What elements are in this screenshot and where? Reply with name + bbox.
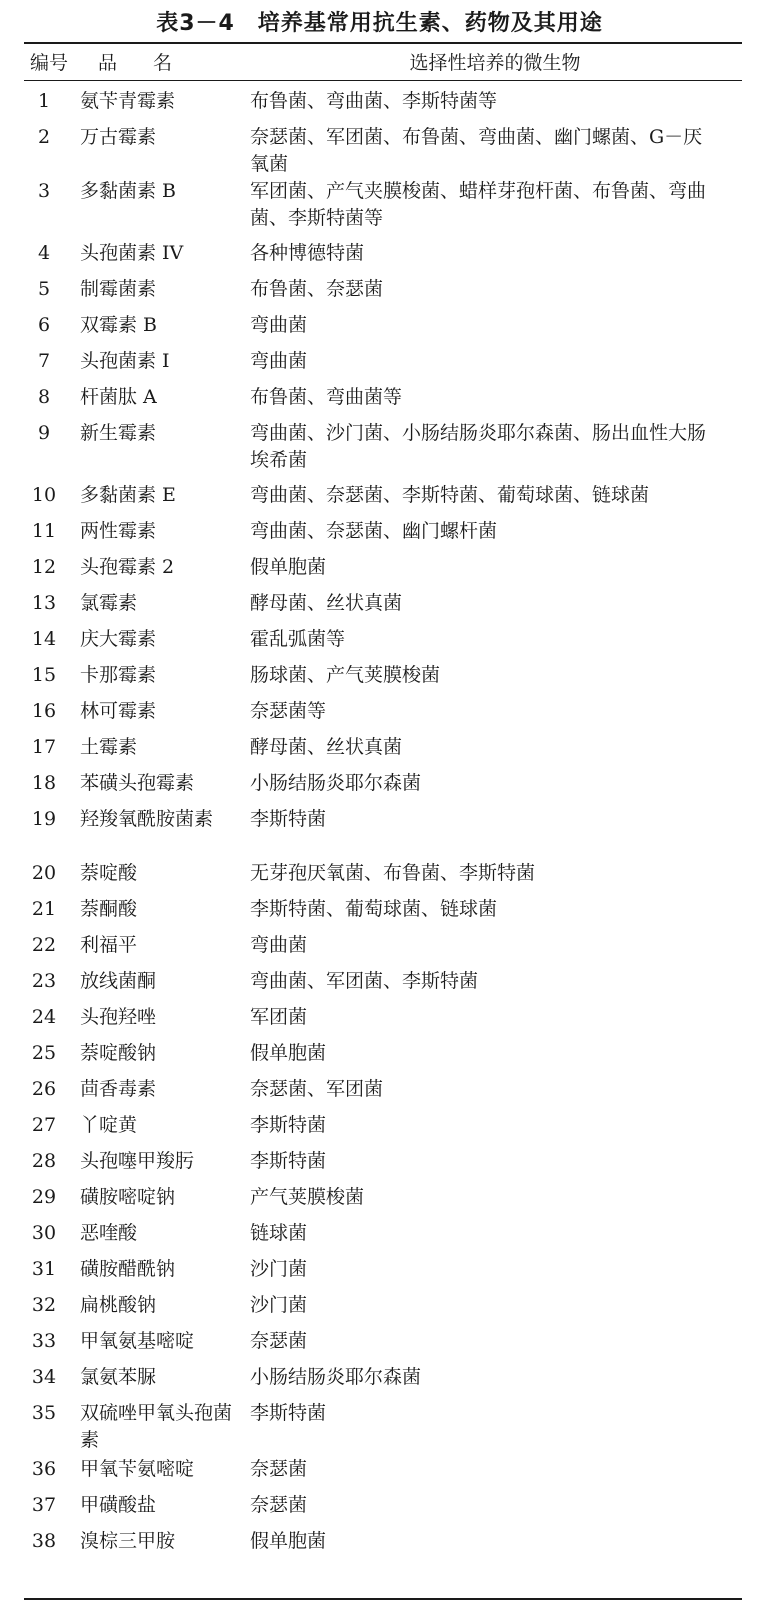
row-name: 萘啶酸 xyxy=(80,862,138,884)
header-name-left: 品 xyxy=(98,52,118,74)
row-name: 新生霉素 xyxy=(80,422,157,444)
row-number: 20 xyxy=(31,862,57,884)
row-number: 17 xyxy=(31,736,57,758)
row-use: 产气荚膜梭菌 xyxy=(250,1186,365,1208)
row-use: 假单胞菌 xyxy=(250,1042,327,1064)
row-name: 头孢霉素 2 xyxy=(80,556,175,578)
row-name: 氨苄青霉素 xyxy=(80,90,176,112)
row-use: 酵母菌、丝状真菌 xyxy=(250,592,403,614)
row-number: 15 xyxy=(31,664,57,686)
row-use: 弯曲菌、奈瑟菌、李斯特菌、葡萄球菌、链球菌 xyxy=(250,484,650,506)
row-number: 8 xyxy=(37,386,51,408)
row-name: 头孢菌素 I xyxy=(80,350,170,372)
row-number: 30 xyxy=(31,1222,57,1244)
row-name: 制霉菌素 xyxy=(80,278,157,300)
row-use: 各种博德特菌 xyxy=(250,242,365,264)
row-name: 卡那霉素 xyxy=(80,664,157,686)
header-name-right: 名 xyxy=(153,52,173,74)
row-use: 弯曲菌 xyxy=(250,350,308,372)
row-number: 38 xyxy=(31,1530,57,1552)
row-name: 多黏菌素 B xyxy=(80,180,177,202)
row-name: 萘酮酸 xyxy=(80,898,138,920)
row-number: 1 xyxy=(37,90,51,112)
row-name: 茴香毒素 xyxy=(80,1078,157,1100)
row-use: 奈瑟菌 xyxy=(250,1330,308,1352)
row-name: 两性霉素 xyxy=(80,520,157,542)
row-name: 恶喹酸 xyxy=(80,1222,138,1244)
row-name: 扁桃酸钠 xyxy=(80,1294,157,1316)
row-number: 3 xyxy=(37,180,51,202)
row-name: 溴棕三甲胺 xyxy=(80,1530,176,1552)
row-number: 27 xyxy=(31,1114,57,1136)
row-name: 羟羧氧酰胺菌素 xyxy=(80,808,214,830)
row-use: 霍乱弧菌等 xyxy=(250,628,346,650)
row-number: 2 xyxy=(37,126,51,148)
row-number: 23 xyxy=(31,970,57,992)
row-name: 甲氧苄氨嘧啶 xyxy=(80,1458,195,1480)
row-use: 奈瑟菌 xyxy=(250,1458,308,1480)
bottom-rule xyxy=(24,1598,742,1600)
row-number: 22 xyxy=(31,934,57,956)
row-number: 4 xyxy=(37,242,51,264)
row-number: 36 xyxy=(31,1458,57,1480)
row-name: 萘啶酸钠 xyxy=(80,1042,157,1064)
row-name: 双硫唑甲氧头孢菌素 xyxy=(80,1402,233,1451)
row-number: 13 xyxy=(31,592,57,614)
row-number: 16 xyxy=(31,700,57,722)
row-name: 头孢菌素 IV xyxy=(80,242,184,264)
row-number: 33 xyxy=(31,1330,57,1352)
row-use: 军团菌、产气夹膜梭菌、蜡样芽孢杆菌、布鲁菌、弯曲菌、李斯特菌等 xyxy=(250,180,707,229)
row-number: 25 xyxy=(31,1042,57,1064)
row-use: 李斯特菌 xyxy=(250,808,327,830)
row-number: 10 xyxy=(31,484,57,506)
row-use: 李斯特菌 xyxy=(250,1150,327,1172)
row-use: 弯曲菌 xyxy=(250,934,308,956)
row-name: 林可霉素 xyxy=(80,700,157,722)
row-name: 万古霉素 xyxy=(80,126,157,148)
row-number: 31 xyxy=(31,1258,57,1280)
row-use: 奈瑟菌等 xyxy=(250,700,327,722)
row-use: 弯曲菌、军团菌、李斯特菌 xyxy=(250,970,479,992)
row-use: 链球菌 xyxy=(250,1222,308,1244)
row-number: 37 xyxy=(31,1494,57,1516)
row-number: 26 xyxy=(31,1078,57,1100)
row-number: 21 xyxy=(31,898,57,920)
row-use: 李斯特菌 xyxy=(250,1114,327,1136)
row-use: 布鲁菌、弯曲菌、李斯特菌等 xyxy=(250,90,498,112)
row-use: 弯曲菌、奈瑟菌、幽门螺杆菌 xyxy=(250,520,498,542)
row-number: 29 xyxy=(31,1186,57,1208)
row-use: 奈瑟菌 xyxy=(250,1494,308,1516)
row-use: 小肠结肠炎耶尔森菌 xyxy=(250,772,422,794)
row-use: 弯曲菌 xyxy=(250,314,308,336)
row-number: 35 xyxy=(31,1402,57,1424)
row-number: 28 xyxy=(31,1150,57,1172)
row-number: 34 xyxy=(31,1366,57,1388)
row-name: 氯氨苯脲 xyxy=(80,1366,157,1388)
row-number: 6 xyxy=(37,314,51,336)
row-name: 土霉素 xyxy=(80,736,138,758)
row-use: 小肠结肠炎耶尔森菌 xyxy=(250,1366,422,1388)
row-name: 头孢噻甲羧肟 xyxy=(80,1150,195,1172)
row-use: 奈瑟菌、军团菌 xyxy=(250,1078,384,1100)
table-title: 表3－4 培养基常用抗生素、药物及其用途 xyxy=(156,11,603,36)
row-use: 假单胞菌 xyxy=(250,556,327,578)
row-name: 氯霉素 xyxy=(80,592,138,614)
row-name: 磺胺嘧啶钠 xyxy=(80,1186,176,1208)
row-name: 甲磺酸盐 xyxy=(80,1494,157,1516)
row-name: 多黏菌素 E xyxy=(80,484,176,506)
row-number: 19 xyxy=(31,808,57,830)
row-use: 奈瑟菌、军团菌、布鲁菌、弯曲菌、幽门螺菌、G－厌氧菌 xyxy=(250,126,703,175)
row-use: 布鲁菌、弯曲菌等 xyxy=(250,386,403,408)
row-use: 军团菌 xyxy=(250,1006,308,1028)
row-use: 无芽孢厌氧菌、布鲁菌、李斯特菌 xyxy=(250,862,536,884)
row-number: 9 xyxy=(37,422,51,444)
row-use: 沙门菌 xyxy=(250,1294,308,1316)
row-use: 弯曲菌、沙门菌、小肠结肠炎耶尔森菌、肠出血性大肠埃希菌 xyxy=(250,422,707,471)
row-name: 头孢羟唑 xyxy=(80,1006,157,1028)
row-number: 24 xyxy=(31,1006,57,1028)
row-number: 14 xyxy=(31,628,57,650)
row-number: 18 xyxy=(31,772,57,794)
row-use: 沙门菌 xyxy=(250,1258,308,1280)
row-name: 丫啶黄 xyxy=(80,1114,138,1136)
row-name: 放线菌酮 xyxy=(80,970,157,992)
row-number: 12 xyxy=(31,556,57,578)
row-use: 李斯特菌 xyxy=(250,1402,327,1424)
row-use: 假单胞菌 xyxy=(250,1530,327,1552)
row-name: 利福平 xyxy=(80,934,138,956)
row-number: 32 xyxy=(31,1294,57,1316)
row-use: 李斯特菌、葡萄球菌、链球菌 xyxy=(250,898,498,920)
row-number: 5 xyxy=(37,278,51,300)
row-number: 11 xyxy=(31,520,57,542)
row-name: 甲氧氨基嘧啶 xyxy=(80,1330,195,1352)
row-name: 磺胺醋酰钠 xyxy=(80,1258,176,1280)
header-number: 编号 xyxy=(30,52,69,74)
row-name: 苯磺头孢霉素 xyxy=(80,772,195,794)
row-number: 7 xyxy=(37,350,51,372)
row-use: 肠球菌、产气荚膜梭菌 xyxy=(250,664,441,686)
row-use: 酵母菌、丝状真菌 xyxy=(250,736,403,758)
row-name: 庆大霉素 xyxy=(80,628,157,650)
row-name: 杆菌肽 A xyxy=(80,386,157,408)
row-use: 布鲁菌、奈瑟菌 xyxy=(250,278,384,300)
row-name: 双霉素 B xyxy=(80,314,158,336)
header-use: 选择性培养的微生物 xyxy=(409,52,581,74)
